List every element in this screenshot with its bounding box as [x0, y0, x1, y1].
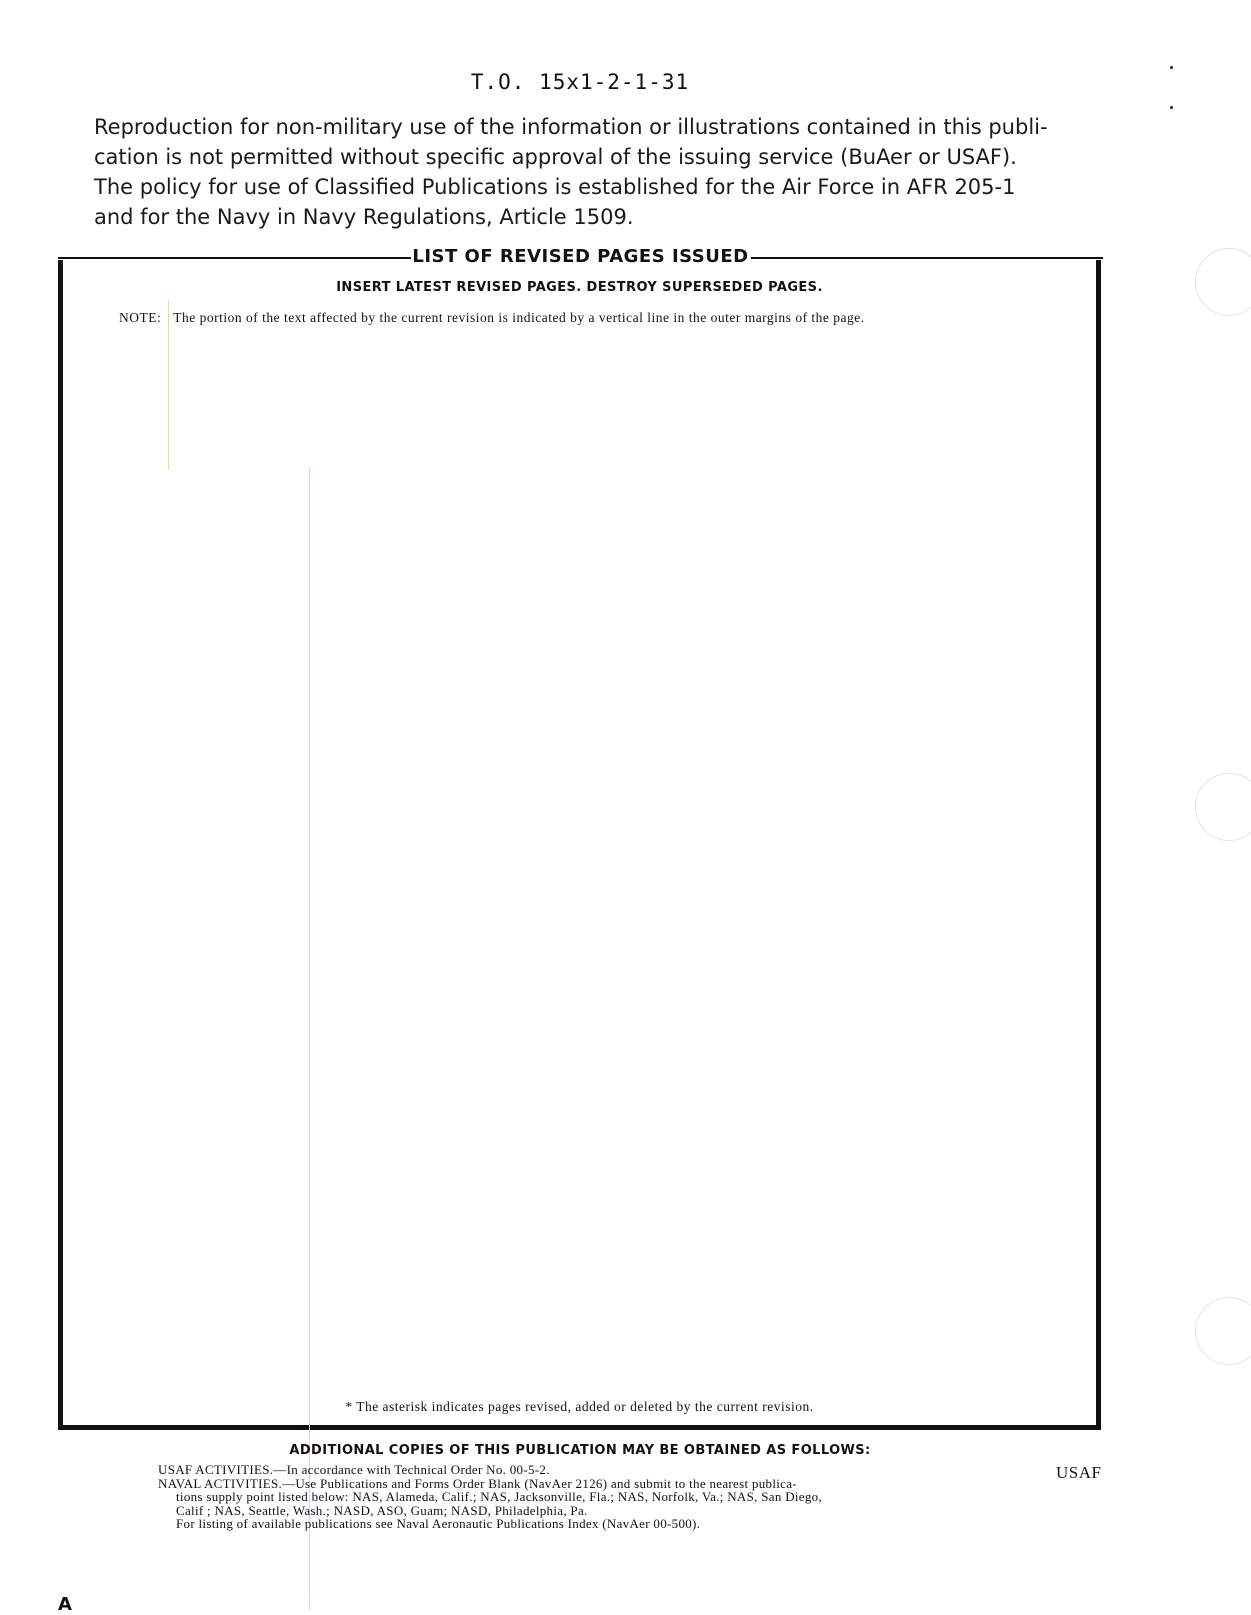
naval-activities-line: NAVAL ACTIVITIES.—Use Publications and Forms Order Blank (NavAer 2126) and submit to the nearest publica-: [158, 1475, 797, 1491]
usaf-activities-line: USAF ACTIVITIES.—In accordance with Technical Order No. 00-5-2.: [158, 1462, 550, 1477]
punch-hole-icon: [1195, 248, 1251, 316]
note-text: The portion of the text affected by the current revision is indicated by a vertical line in the outer margins of the page.: [173, 310, 865, 325]
naval-activities-line: Calif ; NAS, Seattle, Wash.; NASD, ASO, Guam; NASD, Philadelphia, Pa.: [176, 1502, 588, 1518]
reproduction-notice-line: Reproduction for non-military use of the information or illustrations contained in this publi-: [94, 115, 1048, 139]
insert-instruction: INSERT LATEST REVISED PAGES. DESTROY SUPERSEDED PAGES.: [336, 280, 823, 295]
usaf-tag: USAF: [1056, 1463, 1102, 1482]
punch-hole-icon: [1195, 1297, 1251, 1365]
naval-activities-line: tions supply point listed below: NAS, Alameda, Calif.; NAS, Jacksonville, Fla.; NAS, Norfolk, Va.; NAS, San Diego,: [176, 1489, 823, 1504]
note-label: NOTE:: [119, 310, 162, 325]
distribution-list: [158, 1463, 1013, 1531]
speck-mark: [1170, 106, 1173, 109]
asterisk-note: * The asterisk indicates pages revised, added or deleted by the current revision.: [345, 1399, 814, 1414]
publications-index-line: For listing of available publications see Naval Aeronautic Publications Index (NavAer 00-500).: [176, 1516, 701, 1531]
page-letter: A: [58, 1594, 72, 1615]
reproduction-notice: [94, 112, 1069, 232]
distribution-heading: ADDITIONAL COPIES OF THIS PUBLICATION MAY BE OBTAINED AS FOLLOWS:: [289, 1443, 871, 1458]
speck-mark: [1170, 66, 1173, 69]
reproduction-notice-line: cation is not permitted without specific approval of the issuing service (BuAer or USAF).: [94, 145, 1017, 169]
revised-pages-title: LIST OF REVISED PAGES ISSUED: [412, 246, 749, 267]
revised-pages-box: [58, 260, 1101, 1430]
reproduction-notice-line: and for the Navy in Navy Regulations, Article 1509.: [94, 205, 634, 229]
revision-margin-line: [168, 300, 169, 470]
punch-hole-icon: [1195, 773, 1251, 841]
revision-note: [119, 310, 1066, 326]
technical-order-number: T.O. 15x1-2-1-31: [470, 70, 690, 94]
scan-artifact-line: [309, 468, 310, 1610]
reproduction-notice-line: The policy for use of Classified Publications is established for the Air Force in AFR 205-1: [94, 175, 1016, 199]
